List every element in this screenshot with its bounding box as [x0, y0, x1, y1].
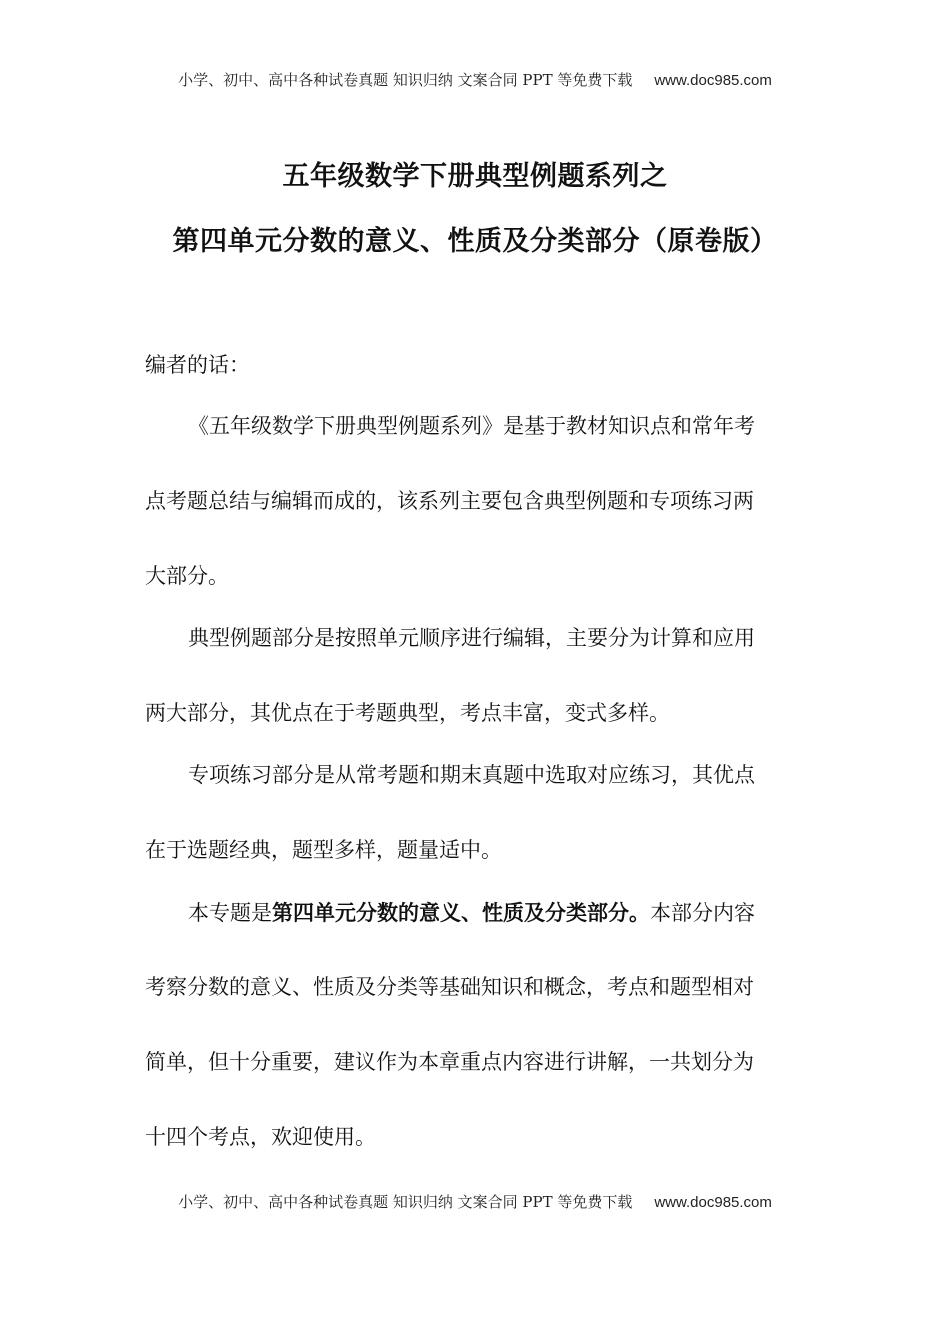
header-text: 小学、初中、高中各种试卷真题 知识归纳 文案合同 PPT 等免费下载 — [178, 71, 633, 89]
page-header — [0, 69, 950, 90]
paragraph-4-line-3: 简单，但十分重要，建议作为本章重点内容进行讲解，一共划分为 — [145, 1050, 754, 1074]
page-footer — [0, 1191, 950, 1212]
paragraph-2-line-2: 两大部分，其优点在于考题典型，考点丰富，变式多样。 — [145, 701, 670, 725]
document-title-line-1: 五年级数学下册典型例题系列之 — [282, 161, 668, 192]
footer-text: 小学、初中、高中各种试卷真题 知识归纳 文案合同 PPT 等免费下载 — [178, 1193, 633, 1211]
paragraph-4-line-2: 考察分数的意义、性质及分类等基础知识和概念，考点和题型相对 — [145, 975, 754, 999]
paragraph-4-line-4: 十四个考点，欢迎使用。 — [145, 1125, 376, 1149]
paragraph-2-line-1: 典型例题部分是按照单元顺序进行编辑，主要分为计算和应用 — [188, 626, 755, 650]
topic-name: 第四单元分数的意义、性质及分类部分。 — [272, 901, 650, 925]
paragraph-3-line-2: 在于选题经典，题型多样，题量适中。 — [145, 838, 502, 862]
footer-url: www.doc985.com — [654, 1194, 772, 1211]
paragraph-1-line-1: 《五年级数学下册典型例题系列》是基于教材知识点和常年考 — [188, 414, 755, 438]
paragraph-1-line-3: 大部分。 — [145, 564, 229, 588]
paragraph-1-line-2: 点考题总结与编辑而成的，该系列主要包含典型例题和专项练习两 — [145, 489, 754, 513]
paragraph-3-line-1: 专项练习部分是从常考题和期末真题中选取对应练习，其优点 — [188, 763, 755, 787]
document-title-line-2: 第四单元分数的意义、性质及分类部分（原卷版） — [172, 226, 778, 257]
paragraph-4-line-1 — [188, 898, 805, 928]
paragraph-4-lead: 本专题是 — [188, 901, 272, 925]
paragraph-4-tail: 本部分内容 — [650, 901, 755, 925]
header-url: www.doc985.com — [654, 72, 772, 89]
editor-note-label: 编者的话： — [145, 353, 250, 377]
